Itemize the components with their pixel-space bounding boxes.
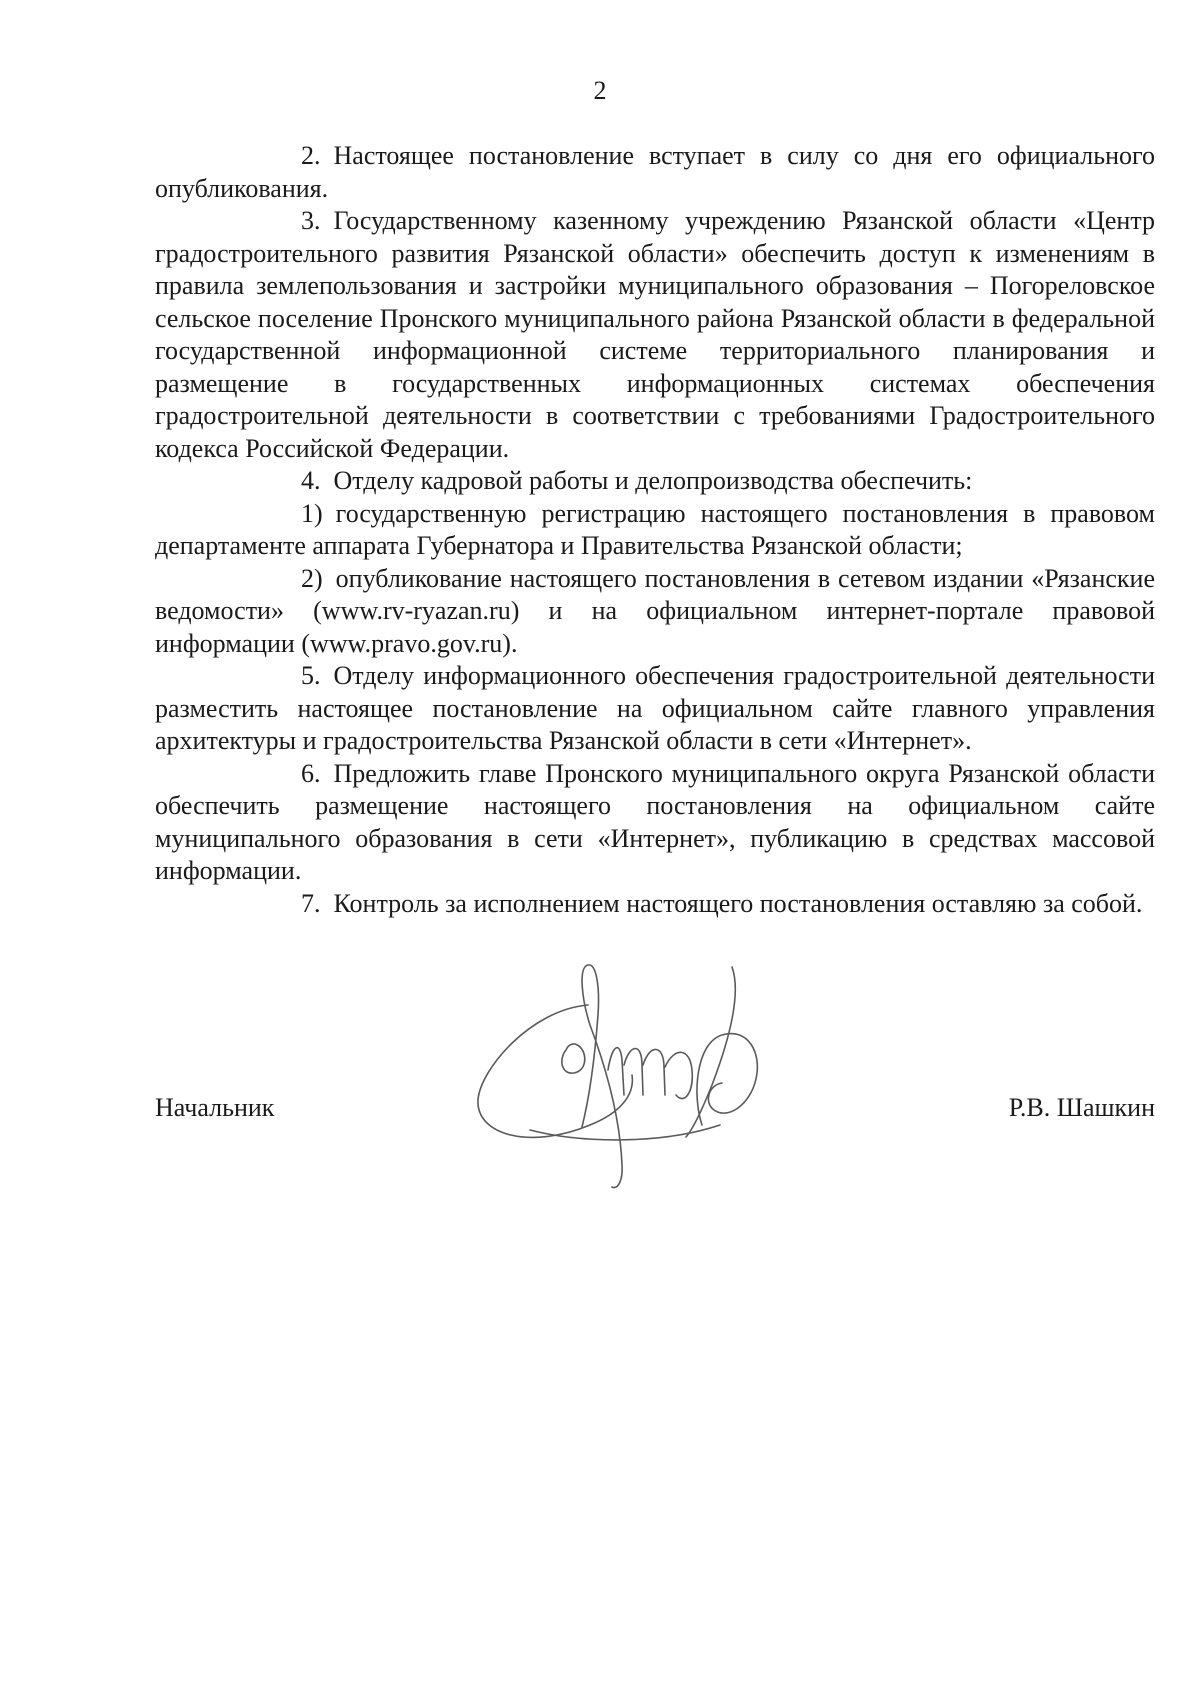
paragraph-number: 2): [301, 563, 323, 593]
paragraph-text: Отделу информационного обеспечения градостроительной деятельности разместить настоящее постановление на официальном сайте главного управления архитектуры и градостроительства Рязанской области в сети «Интернет».: [155, 661, 1155, 755]
paragraph-number: 4.: [301, 466, 321, 495]
signatory-position: Начальник: [155, 1093, 275, 1122]
paragraph-number: 5.: [301, 661, 321, 690]
paragraph-number: 7.: [301, 888, 321, 918]
paragraph-number: 1): [301, 498, 323, 528]
paragraph-item-5: [155, 660, 1155, 758]
paragraph-number: 3.: [301, 206, 321, 235]
paragraph-item-7: [155, 888, 1155, 921]
paragraph-text: Отделу кадровой работы и делопроизводства обеспечить:: [333, 466, 973, 495]
paragraph-text: Государственному казенному учреждению Рязанской области «Центр градостроительного развития Рязанской области» обеспечить доступ к изменениям в правила землепользования и застройки муниципального образования – Погореловское сельское поселение Пронского муниципального района Рязанской области в федеральной государственной информационной системе территориального планирования и размещение в государственных информационных системах обеспечения градостроительной деятельности в соответствии с требованиями Градостроительного кодекса Российской Федерации.: [155, 206, 1155, 463]
paragraph-item-4: [155, 465, 1155, 498]
paragraph-text: государственную регистрацию настоящего постановления в правовом департаменте аппарата Губернатора и Правительства Рязанской области;: [155, 498, 1155, 560]
paragraph-item-3: [155, 205, 1155, 465]
document-body: [155, 140, 1155, 920]
paragraph-text: Настоящее постановление вступает в силу со дня его официального опубликования.: [155, 141, 1155, 203]
signature-block: [155, 1092, 1155, 1132]
signatory-name: Р.В. Шашкин: [1008, 1093, 1155, 1122]
handwritten-signature: [470, 955, 830, 1205]
subparagraph-item-1: [155, 498, 1155, 563]
paragraph-item-6: [155, 758, 1155, 888]
paragraph-item-2: [155, 140, 1155, 205]
paragraph-number: 6.: [301, 758, 321, 788]
paragraph-number: 2.: [301, 141, 321, 170]
paragraph-text: Предложить главе Пронского муниципального округа Рязанской области обеспечить размещение настоящего постановления на официальном сайте муниципального образования в сети «Интернет», публикацию в средствах массовой информации.: [155, 758, 1155, 885]
page-number: 2: [593, 76, 607, 105]
paragraph-text: опубликование настоящего постановления в сетевом издании «Рязанские ведомости» (www.rv-ryazan.ru) и на официальном интернет-портале правовой информации (www.pravo.gov.ru).: [155, 563, 1155, 658]
subparagraph-item-2: [155, 563, 1155, 661]
paragraph-text: Контроль за исполнением настоящего постановления оставляю за собой.: [333, 888, 1143, 918]
